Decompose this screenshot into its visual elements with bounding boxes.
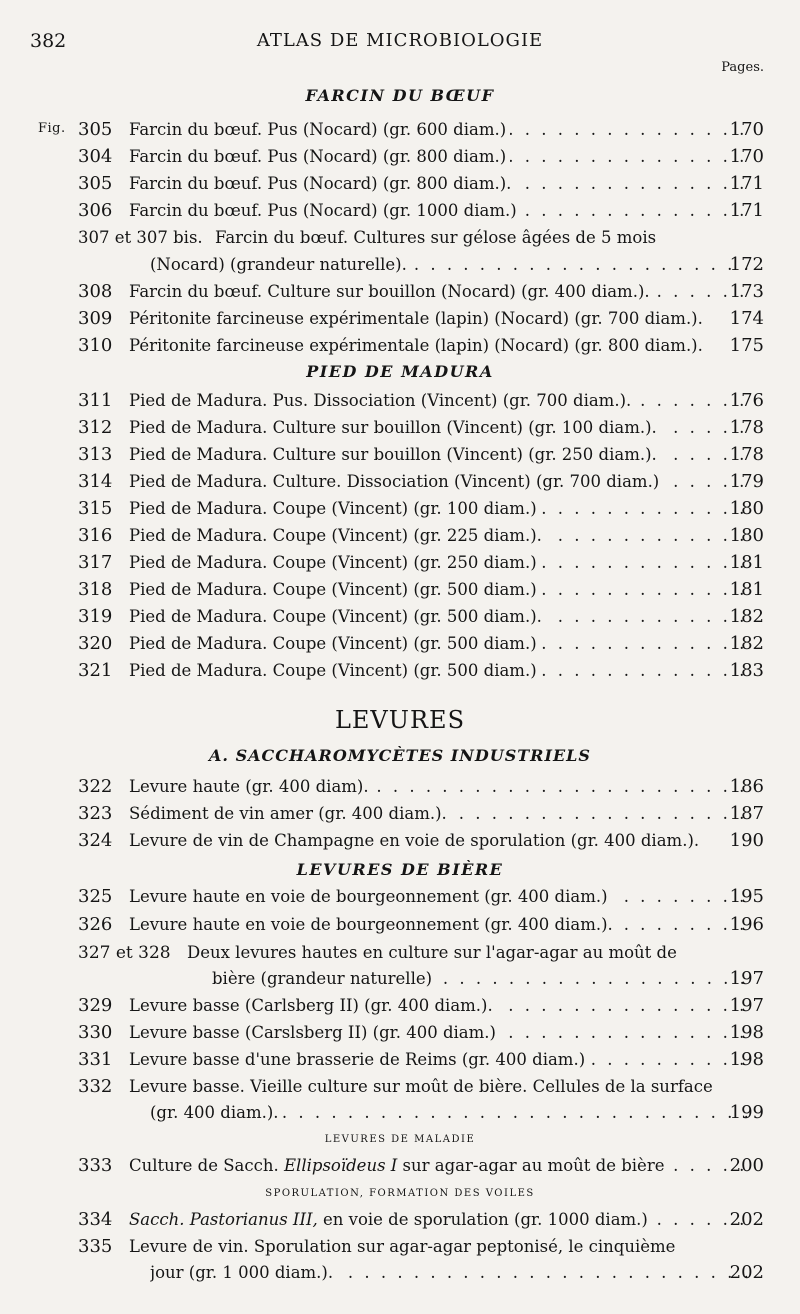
list-item — [0, 279, 800, 306]
page-ref: 181 — [729, 579, 764, 600]
figure-number: 309 — [78, 308, 113, 329]
list-item — [0, 884, 800, 911]
entry-text: Levure de vin. Sporulation sur agar-agar peptonisé, le cinquième — [129, 1237, 679, 1256]
entry-text: Farcin du bœuf. Cultures sur gélose âgées de 5 mois — [215, 228, 660, 247]
list-item — [0, 415, 800, 442]
list-item — [0, 333, 800, 360]
entry-text: Levure basse d'une brasserie de Reims (gr. 400 diam.) — [129, 1050, 589, 1069]
page-ref: 180 — [729, 498, 764, 519]
figure-number: 323 — [78, 803, 113, 824]
figure-number: 321 — [78, 660, 113, 681]
figure-number: 334 — [78, 1209, 113, 1230]
entry-text: Pied de Madura. Coupe (Vincent) (gr. 500 diam.). — [129, 607, 546, 626]
page-ref: 186 — [729, 776, 764, 797]
entry-text-continued: bière (grandeur naturelle) — [212, 969, 436, 988]
page-ref: 182 — [729, 606, 764, 627]
page-ref: 197 — [729, 995, 764, 1016]
list-item — [0, 631, 800, 658]
entry-text-continued: (gr. 400 diam.). — [150, 1103, 283, 1122]
list-item — [0, 1020, 800, 1047]
figure-number: 317 — [78, 552, 113, 573]
entry-text: Pied de Madura. Culture. Dissociation (Vincent) (gr. 700 diam.) — [129, 472, 663, 491]
page-ref: 199 — [729, 1102, 764, 1123]
page-ref: 170 — [729, 146, 764, 167]
list-item — [0, 993, 800, 1020]
entry-text: Deux levures hautes en culture sur l'agar-agar au moût de — [187, 943, 681, 962]
page-ref: 183 — [729, 660, 764, 681]
entry-text: Pied de Madura. Pus. Dissociation (Vincent) (gr. 700 diam.). — [129, 391, 635, 410]
figure-number: 316 — [78, 525, 113, 546]
entry-text-continued: (Nocard) (grandeur naturelle). — [150, 255, 411, 274]
figure-number: 310 — [78, 335, 113, 356]
page-ref: 198 — [729, 1022, 764, 1043]
entry-text: Farcin du bœuf. Pus (Nocard) (gr. 800 diam.). — [129, 174, 515, 193]
figure-number: 315 — [78, 498, 113, 519]
list-item — [0, 171, 800, 198]
page-ref: 196 — [729, 914, 764, 935]
figure-number: 320 — [78, 633, 113, 654]
page-ref: 200 — [729, 1155, 764, 1176]
figure-number: 332 — [78, 1076, 113, 1097]
list-item-continuation — [0, 1260, 800, 1287]
section-heading-sporulation: SPORULATION, FORMATION DES VOILES — [265, 1188, 535, 1199]
page-ref: 179 — [729, 471, 764, 492]
entry-text: Culture de Sacch. Ellipsoïdeus I sur agar-agar au moût de bière — [129, 1156, 668, 1175]
list-item — [0, 388, 800, 415]
figure-number: 312 — [78, 417, 113, 438]
list-item — [0, 604, 800, 631]
entry-text: Farcin du bœuf. Culture sur bouillon (Nocard) (gr. 400 diam.). — [129, 282, 654, 301]
entry-text: Levure basse (Carslsberg II) (gr. 400 diam.) — [129, 1023, 500, 1042]
list-item — [0, 1207, 800, 1234]
page-ref: 172 — [729, 254, 764, 275]
list-item — [0, 198, 800, 225]
figure-number: 331 — [78, 1049, 113, 1070]
list-item — [0, 1234, 800, 1261]
entry-text: Sacch. Pastorianus III, en voie de sporulation (gr. 1000 diam.) — [129, 1210, 652, 1229]
running-title: ATLAS DE MICROBIOLOGIE — [256, 30, 544, 51]
chapter-heading-levures: LEVURES — [334, 706, 466, 734]
list-item — [0, 306, 800, 333]
list-item — [0, 1153, 800, 1180]
list-item — [0, 117, 800, 144]
entry-text-continued: jour (gr. 1 000 diam.). — [150, 1263, 337, 1282]
page-ref: 178 — [729, 444, 764, 465]
list-item — [0, 577, 800, 604]
list-item — [0, 469, 800, 496]
page-ref: 202 — [729, 1209, 764, 1230]
entry-text: Pied de Madura. Culture sur bouillon (Vincent) (gr. 250 diam.). — [129, 445, 661, 464]
figure-number: 322 — [78, 776, 113, 797]
page-ref: 190 — [729, 830, 764, 851]
section-heading-biere: LEVURES DE BIÈRE — [296, 860, 504, 879]
entry-text: Pied de Madura. Coupe (Vincent) (gr. 500 diam.) — [129, 634, 541, 653]
figure-number: 335 — [78, 1236, 113, 1257]
section-heading-farcin: FARCIN DU BŒUF — [305, 86, 495, 105]
list-item — [0, 828, 800, 855]
running-header — [30, 30, 770, 56]
list-item — [0, 496, 800, 523]
entry-text: Pied de Madura. Coupe (Vincent) (gr. 100 diam.) — [129, 499, 541, 518]
page-ref: 182 — [729, 633, 764, 654]
figure-number: 333 — [78, 1155, 113, 1176]
page-ref: 173 — [729, 281, 764, 302]
entry-text: Levure haute (gr. 400 diam). — [129, 777, 373, 796]
figure-number: 318 — [78, 579, 113, 600]
entry-text: Levure haute en voie de bourgeonnement (gr. 400 diam.) — [129, 887, 612, 906]
entry-text: Péritonite farcineuse expérimentale (lapin) (Nocard) (gr. 700 diam.). — [129, 309, 707, 328]
figure-number: 319 — [78, 606, 113, 627]
figure-number: 314 — [78, 471, 113, 492]
figure-number: 305 — [78, 119, 113, 140]
entry-text: Levure basse (Carlsberg II) (gr. 400 diam.). — [129, 996, 497, 1015]
figure-number: 304 — [78, 146, 113, 167]
list-item — [0, 940, 800, 967]
page-ref: 171 — [729, 173, 764, 194]
figure-number: 325 — [78, 886, 113, 907]
figure-number: 330 — [78, 1022, 113, 1043]
figure-number: 313 — [78, 444, 113, 465]
list-item — [0, 144, 800, 171]
list-item — [0, 1047, 800, 1074]
page-ref: 171 — [729, 200, 764, 221]
list-item — [0, 1074, 800, 1101]
list-item — [0, 801, 800, 828]
entry-text: Farcin du bœuf. Pus (Nocard) (gr. 1000 diam.) — [129, 201, 521, 220]
page-ref: 197 — [729, 968, 764, 989]
page-ref: 187 — [729, 803, 764, 824]
list-item — [0, 912, 800, 939]
page-number: 382 — [30, 30, 67, 52]
fig-label: Fig. — [38, 121, 66, 136]
page-ref: 174 — [729, 308, 764, 329]
figure-number: 324 — [78, 830, 113, 851]
entry-text: Pied de Madura. Coupe (Vincent) (gr. 225 diam.). — [129, 526, 546, 545]
entry-text: Pied de Madura. Culture sur bouillon (Vincent) (gr. 100 diam.). — [129, 418, 661, 437]
page-ref: 180 — [729, 525, 764, 546]
pages-column-label: Pages. — [721, 60, 764, 75]
list-item — [0, 774, 800, 801]
section-heading-industriels: A. SACCHAROMYCÈTES INDUSTRIELS — [209, 746, 591, 765]
page-ref: 176 — [729, 390, 764, 411]
page-ref: 175 — [729, 335, 764, 356]
entry-text: Pied de Madura. Coupe (Vincent) (gr. 250 diam.) — [129, 553, 541, 572]
page-ref: 195 — [729, 886, 764, 907]
figure-number: 327 et 328 — [78, 943, 171, 963]
entry-text: Sédiment de vin amer (gr. 400 diam.). — [129, 804, 451, 823]
entry-text: Levure basse. Vieille culture sur moût de bière. Cellules de la surface — [129, 1077, 717, 1096]
page-ref: 198 — [729, 1049, 764, 1070]
figure-number: 308 — [78, 281, 113, 302]
figure-number: 326 — [78, 914, 113, 935]
figure-number: 305 — [78, 173, 113, 194]
section-heading-maladie: LEVURES DE MALADIE — [324, 1134, 476, 1145]
page-ref: 181 — [729, 552, 764, 573]
entry-text: Levure de vin de Champagne en voie de sporulation (gr. 400 diam.). — [129, 831, 703, 850]
page-ref: 178 — [729, 417, 764, 438]
list-item-continuation — [0, 1100, 800, 1127]
entry-text: Pied de Madura. Coupe (Vincent) (gr. 500 diam.) — [129, 580, 541, 599]
entry-text: Farcin du bœuf. Pus (Nocard) (gr. 600 diam.) — [129, 120, 510, 139]
list-item — [0, 550, 800, 577]
page-ref: 170 — [729, 119, 764, 140]
page-ref: 202 — [729, 1262, 764, 1283]
entry-text: Farcin du bœuf. Pus (Nocard) (gr. 800 diam.) — [129, 147, 510, 166]
list-item — [0, 658, 800, 685]
figure-number: 329 — [78, 995, 113, 1016]
figure-number: 307 et 307 bis. — [78, 228, 203, 247]
list-item — [0, 442, 800, 469]
list-item — [0, 225, 800, 252]
list-item-continuation — [0, 252, 800, 279]
list-item-continuation — [0, 966, 800, 993]
section-heading-madura: PIED DE MADURA — [306, 362, 494, 381]
entry-text: Levure haute en voie de bourgeonnement (gr. 400 diam.). — [129, 915, 617, 934]
list-item — [0, 523, 800, 550]
entry-text: Péritonite farcineuse expérimentale (lapin) (Nocard) (gr. 800 diam.). — [129, 336, 707, 355]
entry-text: Pied de Madura. Coupe (Vincent) (gr. 500 diam.) — [129, 661, 541, 680]
figure-number: 306 — [78, 200, 113, 221]
figure-number: 311 — [78, 390, 113, 411]
